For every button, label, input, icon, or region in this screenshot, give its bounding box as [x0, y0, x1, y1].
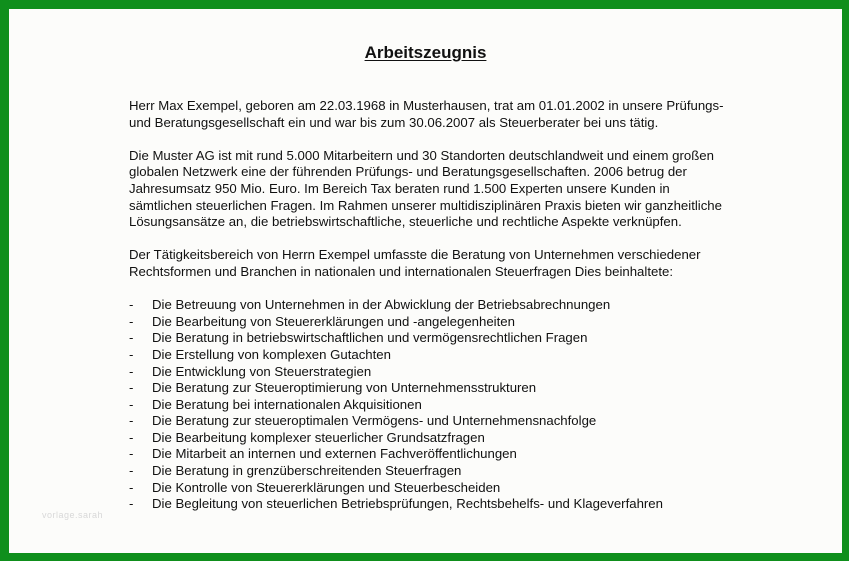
document-body	[129, 98, 729, 513]
list-item-text: Die Beratung in betriebswirtschaftlichen und vermögensrechtlichen Fragen	[152, 330, 588, 346]
list-item	[129, 314, 729, 331]
list-item-text: Die Beratung bei internationalen Akquisitionen	[152, 396, 422, 412]
list-item	[129, 413, 729, 430]
paragraph-company: Die Muster AG ist mit rund 5.000 Mitarbeitern und 30 Standorten deutschlandweit und einem großen globalen Netzwerk eine der führenden Prüfungs- und Beratungsgesellschaften. 2006 betrug der Jahresumsatz 950 Mio. Euro. Im Bereich Tax beraten rund 1.500 Experten unsere Kunden in sämtlichen steuerlichen Fragen. Im Rahmen unserer multidisziplinären Praxis bieten wir ganzheitliche Lösungsansätze an, die betriebswirtschaftliche, steuerliche und rechtliche Aspekte verknüpfen.	[129, 147, 722, 230]
document-page	[9, 9, 842, 553]
list-dash: -	[129, 429, 134, 445]
list-item-text: Die Beratung in grenzüberschreitenden Steuerfragen	[152, 463, 462, 479]
list-item-text: Die Bearbeitung von Steuererklärungen und -angelegenheiten	[152, 313, 515, 329]
list-item-text: Die Erstellung von komplexen Gutachten	[152, 346, 391, 362]
list-item-text: Die Beratung zur steueroptimalen Vermögens- und Unternehmensnachfolge	[152, 413, 597, 429]
list-dash: -	[129, 313, 134, 329]
list-dash: -	[129, 463, 134, 479]
list-item-text: Die Bearbeitung komplexer steuerlicher Grundsatzfragen	[152, 429, 485, 445]
list-dash: -	[129, 446, 134, 462]
list-item	[129, 330, 729, 347]
list-dash: -	[129, 496, 134, 512]
list-dash: -	[129, 363, 134, 379]
list-item	[129, 397, 729, 414]
watermark: vorlage.sarah	[42, 510, 104, 520]
list-item-text: Die Beratung zur Steueroptimierung von Unternehmensstrukturen	[152, 380, 537, 396]
paragraph-intro: Herr Max Exempel, geboren am 22.03.1968 in Musterhausen, trat am 01.01.2002 in unsere Prüfungs- und Beratungsgesellschaft ein und war bis zum 30.06.2007 als Steuerberater bei uns tätig.	[129, 98, 724, 130]
list-item-text: Die Betreuung von Unternehmen in der Abwicklung der Betriebsabrechnungen	[152, 297, 611, 313]
list-item	[129, 480, 729, 497]
list-item	[129, 430, 729, 447]
list-dash: -	[129, 346, 134, 362]
paragraph-responsibilities: Der Tätigkeitsbereich von Herrn Exempel umfasste die Beratung von Unternehmen verschiedener Rechtsformen und Branchen in nationalen und internationalen Steuerfragen Dies beinhaltete:	[129, 247, 701, 279]
list-item	[129, 446, 729, 463]
list-item	[129, 297, 729, 314]
list-dash: -	[129, 396, 134, 412]
list-dash: -	[129, 330, 134, 346]
list-item	[129, 347, 729, 364]
list-dash: -	[129, 380, 134, 396]
list-item	[129, 380, 729, 397]
document-title: Arbeitszeugnis	[364, 43, 487, 62]
list-dash: -	[129, 413, 134, 429]
list-dash: -	[129, 297, 134, 313]
list-item-text: Die Begleitung von steuerlichen Betriebsprüfungen, Rechtsbehelfs- und Klageverfahren	[152, 496, 663, 512]
list-item-text: Die Kontrolle von Steuererklärungen und Steuerbescheiden	[152, 479, 501, 495]
list-item	[129, 364, 729, 381]
list-item	[129, 496, 729, 513]
list-item-text: Die Entwicklung von Steuerstrategien	[152, 363, 372, 379]
list-item	[129, 463, 729, 480]
task-list	[129, 297, 729, 513]
list-dash: -	[129, 479, 134, 495]
list-item-text: Die Mitarbeit an internen und externen Fachveröffentlichungen	[152, 446, 517, 462]
